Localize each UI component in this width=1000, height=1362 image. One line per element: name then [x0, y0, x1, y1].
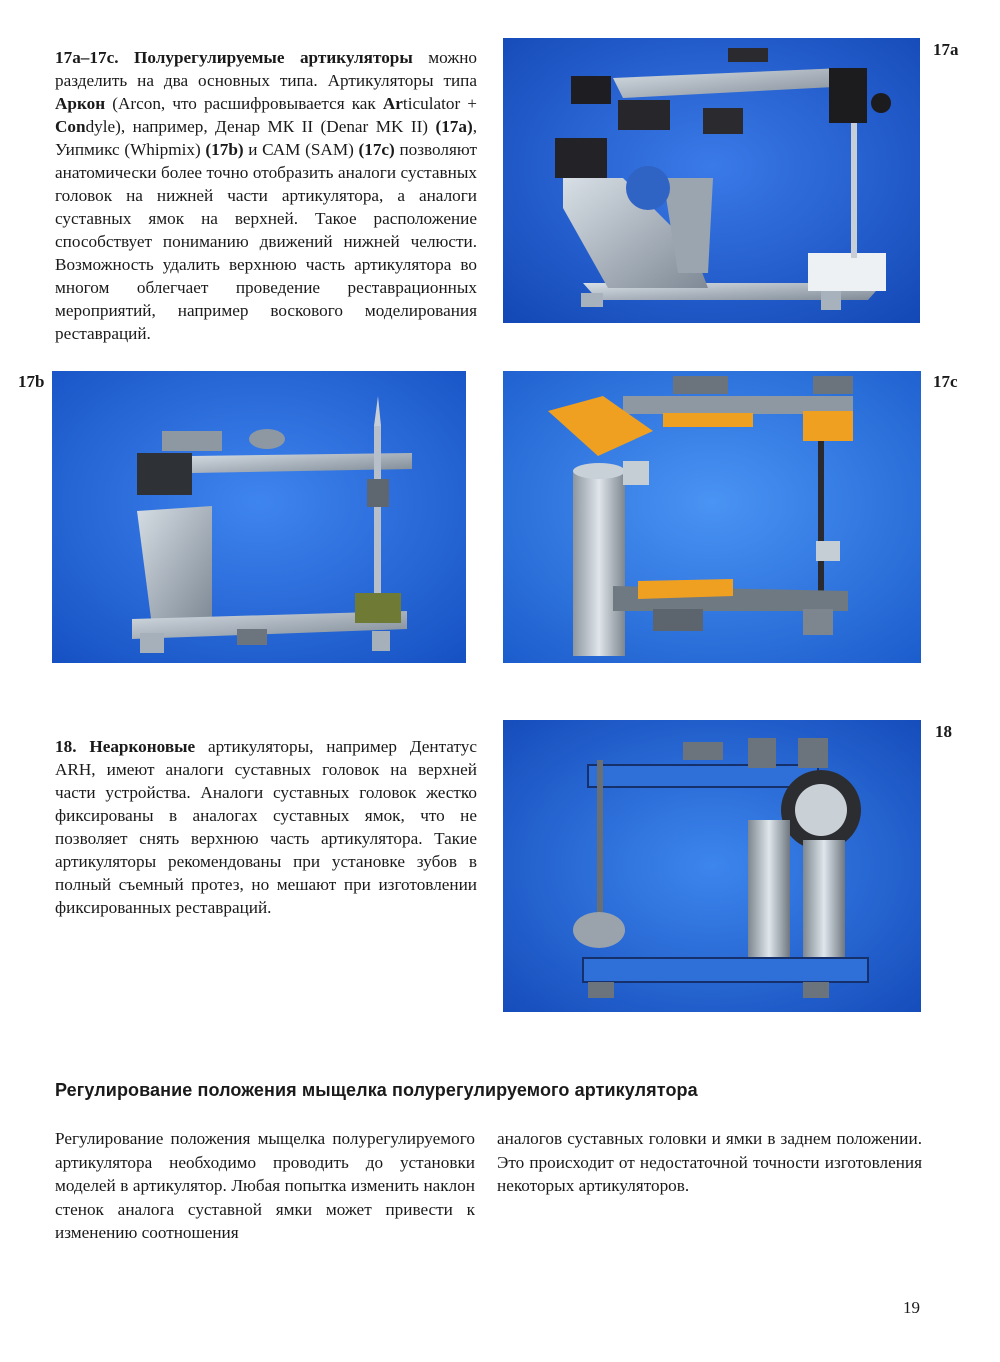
photo-18: [503, 720, 921, 1012]
text-17-intro: 17a–17c. Полурегулируемые артикуляторы можно разделить на два основных типа. Артикуляторы типа Аркон (Arcon, что расшифровывается как Articulator + Condyle), например, Денар МК II (Denar MK II) (17a), Уипмикс (Whipmix) (17b) и САМ (SAM) (17c) позволяют анатомически более точно отобразить аналоги суставных головок на нижней части артикулятора, а аналоги суставных ямок на верхней. Такое расположение способствует пониманию движений нижней челюсти. Возможность удалить верхнюю часть артикулятора во многом облегчает проведение реставрационных мероприятий, например воскового моделирования реставраций.: [55, 48, 477, 343]
figure-label-17a: 17a: [933, 40, 959, 59]
heading-18-number: 18.: [55, 737, 77, 756]
photo-17c: [503, 371, 921, 663]
photo-17a: [503, 38, 920, 323]
photo-17b: [52, 371, 466, 663]
heading-17: 17a–17c. Полурегулируемые артикуляторы: [55, 48, 413, 67]
text-18: 18. Неарконовые артикуляторы, например Дентатус ARH, имеют аналоги суставных головок на верхней части устройства. Аналоги суставных головок жестко фиксированы в аналогах суставных ямок, что не позволяет снять верхнюю часть артикулятора. Такие артикуляторы рекомендованы при установке зубов в полный съемный протез, но мешают при изготовлении фиксированных реставраций.: [55, 737, 477, 917]
section-heading: Регулирование положения мыщелка полурегулируемого артикулятора: [55, 1080, 698, 1100]
page-number: 19: [903, 1298, 920, 1317]
figure-label-17c: 17c: [933, 372, 958, 391]
figure-label-18: 18: [935, 722, 952, 741]
column-right-text: аналогов суставных головки и ямки в заднем положении. Это происходит от недостаточной точности изготовления некоторых артикуляторов.: [497, 1129, 922, 1195]
figure-label-17b: 17b: [18, 372, 45, 391]
column-left-text: Регулирование положения мыщелка полурегулируемого артикулятора необходимо проводить до установки моделей в артикулятор. Любая попытка изменить наклон стенок аналога суставной ямки может привести к изменению соотношения: [55, 1129, 475, 1242]
